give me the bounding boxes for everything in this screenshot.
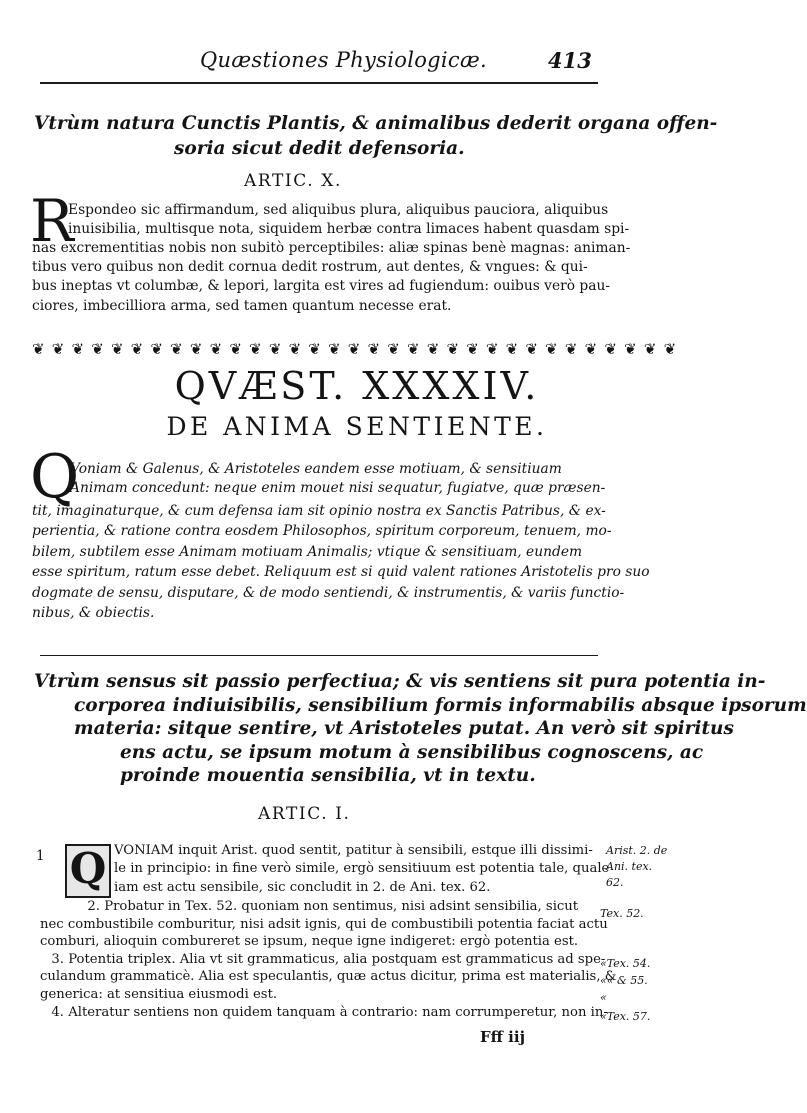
- article-i-numbered: [40, 898, 616, 1021]
- header-rule: [40, 82, 598, 84]
- text-line: nas excrementitias nobis non subitò perceptibiles: aliæ spinas benè magnas: animan-: [32, 240, 631, 256]
- section-rule: [40, 655, 598, 656]
- quaestio-number: QVÆST. XXXXIV.: [174, 364, 540, 408]
- ornate-initial-q: [65, 844, 111, 898]
- margin-note: Arist. 2. de: [606, 844, 668, 857]
- text-line: VONIAM inquit Arist. quod sentit, patitur à sensibili, estque illi dissimi-: [114, 843, 593, 858]
- question-line: soria sicut dedit defensoria.: [174, 137, 465, 159]
- text-line: ciores, imbecilliora arma, sed tamen quantum necesse erat.: [32, 297, 452, 314]
- numbered-line: [40, 951, 616, 969]
- numbered-line: [40, 968, 616, 986]
- margin-note: «Tex. 54.: [600, 957, 651, 970]
- question-line: materia: sitque sentire, vt Aristoteles putat. An verò sit spiritus: [74, 718, 734, 739]
- article-x-heading: ARTIC. X.: [244, 171, 342, 191]
- quaestio-subject: DE ANIMA SENTIENTE.: [166, 412, 548, 441]
- numbered-line: [40, 898, 616, 916]
- line-text: generica: at sensitiua eiusmodi est.: [40, 986, 278, 1002]
- running-head-title: Quæstiones Physiologicæ.: [200, 48, 488, 72]
- question-line: Vtrùm natura Cunctis Plantis, & animalibus dederit organa offen-: [34, 113, 718, 134]
- text-line: Espondeo sic affirmandum, sed aliquibus plura, aliquibus pauciora, aliquibus: [68, 202, 609, 218]
- ornament-band: ❦ ❦ ❦ ❦ ❦ ❦ ❦ ❦ ❦ ❦ ❦ ❦ ❦ ❦ ❦ ❦ ❦ ❦ ❦ ❦ ❦ ❦ ❦ ❦ ❦ ❦ ❦ ❦ ❦ ❦ ❦ ❦ ❦: [32, 340, 678, 358]
- text-line: tit, imaginaturque, & cum defensa iam sit opinio nostra ex Sanctis Patribus, & ex-: [32, 503, 606, 519]
- line-text: comburi, alioquin combureret se ipsum, neque igne indigeret: ergò potentia est.: [40, 934, 579, 950]
- article-i-heading: ARTIC. I.: [258, 804, 351, 824]
- text-line: esse spiritum, ratum esse debet. Reliquum est si quid valent rationes Aristotelis pro suo: [32, 564, 650, 581]
- margin-note: Tex. 52.: [600, 907, 644, 920]
- text-line: tibus vero quibus non dedit cornua dedit rostrum, aut dentes, & vngues: & qui-: [32, 259, 588, 276]
- intro-body-cont: [32, 501, 650, 623]
- line-number: 4.: [51, 1004, 64, 1020]
- line-text: Probatur in Tex. 52. quoniam non sentimus, nisi adsint sensibilia, sicut: [104, 899, 579, 914]
- margin-note: «: [600, 991, 607, 1004]
- text-line: inuisibilia, multisque nota, siquidem herbæ contra limaces habent quasdam spi-: [68, 221, 630, 238]
- ornate-initial-letter: Q: [69, 844, 107, 893]
- margin-note: «« & 55.: [600, 974, 648, 987]
- article-x-body: [68, 201, 629, 239]
- text-line: iam est actu sensibile, sic concludit in 2. de Ani. tex. 62.: [114, 879, 491, 895]
- article-x-question: [34, 112, 718, 161]
- line-number: 3.: [51, 951, 64, 967]
- signature-mark: Fff iij: [480, 1028, 526, 1046]
- text-line: Animam concedunt: neque enim mouet nisi sequatur, fugiatve, quæ præsen-: [70, 480, 606, 497]
- numbered-line: [40, 1004, 616, 1022]
- text-line: perientia, & ratione contra eosdem Philosophos, spiritum corporeum, tenuem, mo-: [32, 523, 612, 540]
- article-i-question: [34, 670, 807, 788]
- margin-note: «Tex. 57.: [600, 1010, 651, 1023]
- line-text: nec combustibile comburitur, nisi adsit ignis, qui de combustibili potentia faciat actu: [40, 916, 608, 932]
- numbered-line: [40, 933, 616, 951]
- question-line: Vtrùm sensus sit passio perfectiua; & vis sentiens sit pura potentia in-: [34, 671, 766, 692]
- numbered-line: [40, 986, 616, 1004]
- article-x-body-cont: [32, 239, 630, 316]
- margin-note: 62.: [606, 876, 624, 889]
- line-text: Potentia triplex. Alia vt sit grammaticus, alia postquam est grammaticus ad spe-: [68, 951, 606, 967]
- drop-cap-q: Q: [30, 442, 80, 512]
- margin-note: Ani. tex.: [606, 860, 653, 873]
- line-text: culandum grammaticè. Alia est speculantis, quæ actus dicitur, prima est materialis, &: [40, 969, 617, 985]
- text-line: dogmate de sensu, disputare, & de modo sentiendi, & instrumentis, & variis functio-: [32, 584, 625, 601]
- page-number: 413: [548, 48, 592, 73]
- article-i-first-lines: [114, 842, 609, 897]
- text-line: le in principio: in fine verò simile, ergò sensitiuum est potentia tale, quale: [114, 861, 610, 877]
- numbered-line: [40, 916, 616, 934]
- text-line: nibus, & obiectis.: [32, 605, 155, 622]
- question-line: ens actu, se ipsum motum à sensibilibus cognoscens, ac: [120, 741, 704, 763]
- paragraph-number: 1: [36, 848, 45, 864]
- text-line: bus ineptas vt columbæ, & lepori, largita est vires ad fugiendum: ouibus verò pau-: [32, 278, 611, 295]
- question-line: proinde mouentia sensibilia, vt in textu.: [120, 765, 536, 786]
- question-line: corporea indiuisibilis, sensibilium formis informabilis absque ipsorum: [74, 694, 807, 716]
- intro-body: [70, 460, 605, 498]
- text-line: Voniam & Galenus, & Aristoteles eandem esse motiuam, & sensitiuam: [70, 461, 562, 477]
- drop-cap-r: R: [30, 187, 74, 255]
- line-number: 2.: [87, 899, 100, 914]
- line-text: Alteratur sentiens non quidem tanquam à contrario: nam corrumperetur, non in-: [68, 1004, 608, 1020]
- text-line: bilem, subtilem esse Animam motiuam Animalis; vtique & sensitiuam, eundem: [32, 543, 583, 560]
